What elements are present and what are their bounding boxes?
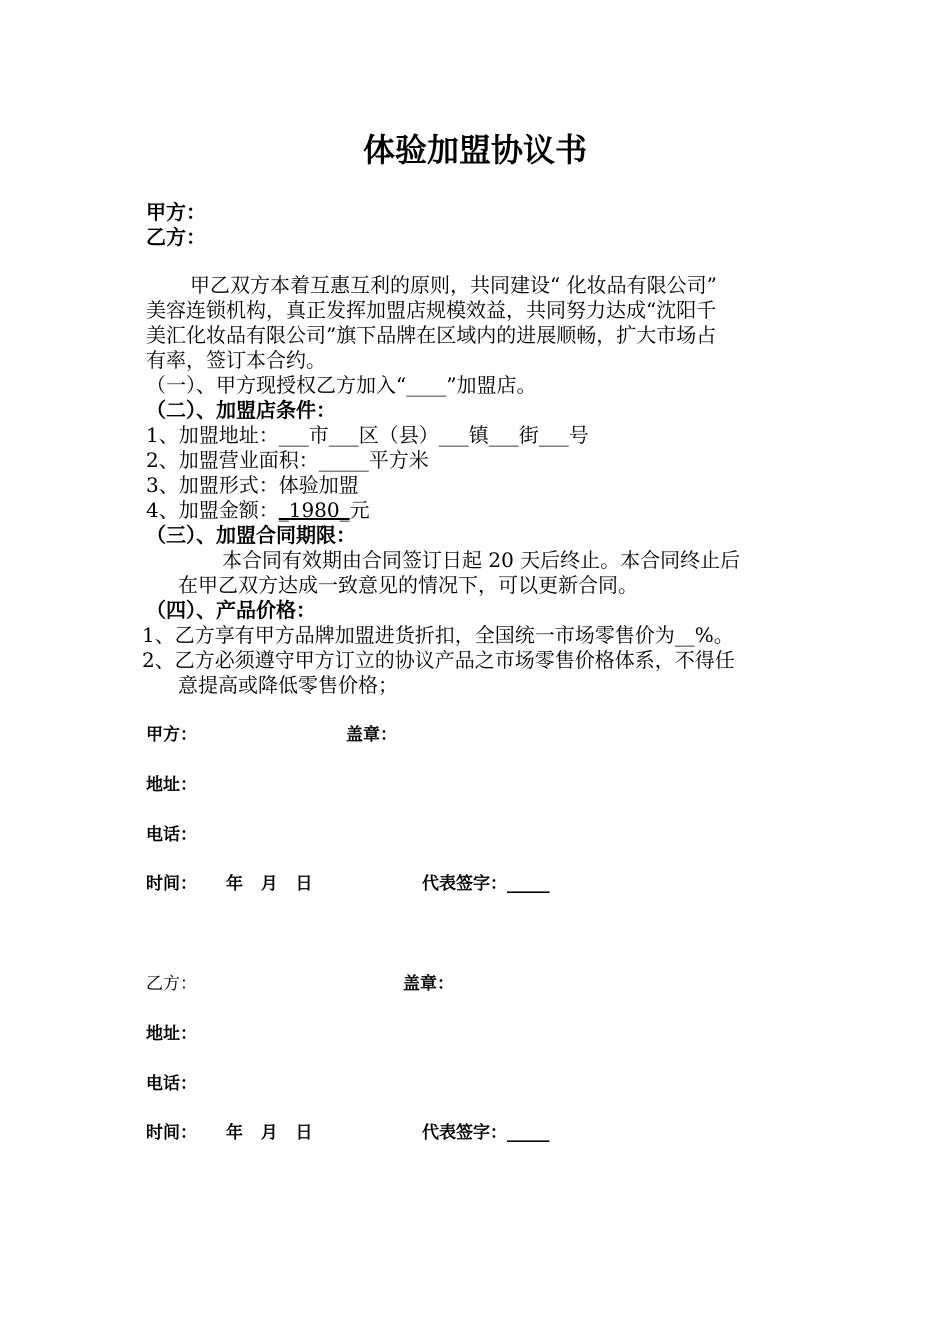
section-4-item-2-cont: 意提高或降低零售价格； bbox=[178, 673, 398, 697]
sig-b-seal: 盖章： bbox=[403, 974, 454, 994]
sig-b-time: 时间： bbox=[146, 1123, 197, 1143]
intro-line-1: 甲乙双方本着互惠互利的原则，共同建设“ 化妆品有限公司” bbox=[190, 273, 717, 297]
sig-a-date: 年 月 日 bbox=[226, 874, 313, 894]
sig-a-seal: 盖章： bbox=[346, 725, 397, 745]
section-2-item-4 bbox=[146, 498, 370, 523]
section-2-item-1: 1、加盟地址：___市___区（县）___镇___街___号 bbox=[146, 423, 589, 447]
party-a-label: 甲方： bbox=[146, 200, 206, 224]
sig-a-time: 时间： bbox=[146, 874, 197, 894]
sig-b-party: 乙方： bbox=[146, 974, 197, 994]
sig-a-phone: 电话： bbox=[146, 825, 197, 845]
sig-b-address: 地址： bbox=[146, 1024, 197, 1044]
sig-a-party: 甲方： bbox=[146, 725, 197, 745]
intro-line-3: 美汇化妆品有限公司”旗下品牌在区域内的进展顺畅，扩大市场占 bbox=[146, 323, 717, 347]
sig-b-phone: 电话： bbox=[146, 1074, 197, 1094]
sig-b-rep: 代表签字：_____ bbox=[422, 1123, 550, 1143]
section-2-item-4-prefix: 4、加盟金额： bbox=[146, 498, 279, 522]
party-b-label: 乙方： bbox=[146, 225, 206, 249]
section-2-item-3: 3、加盟形式：体验加盟 bbox=[146, 473, 359, 497]
section-4-item-2: 2、乙方必须遵守甲方订立的协议产品之市场零售价格体系，不得任 bbox=[142, 648, 735, 672]
intro-line-2: 美容连锁机构，真正发挥加盟店规模效益，共同努力达成“沈阳千 bbox=[146, 298, 717, 322]
section-4-item-1: 1、乙方享有甲方品牌加盟进货折扣，全国统一市场零售价为__%。 bbox=[142, 623, 734, 647]
sig-a-rep: 代表签字：_____ bbox=[422, 874, 550, 894]
sig-a-address: 地址： bbox=[146, 775, 197, 795]
section-3-body-1: 本合同有效期由合同签订日起 20 天后终止。本合同终止后 bbox=[222, 548, 741, 572]
section-3-heading: （三）、加盟合同期限： bbox=[146, 523, 356, 547]
section-4-heading: （四）、产品价格： bbox=[146, 598, 316, 622]
section-2-item-4-suffix: 元 bbox=[349, 498, 370, 522]
sig-b-date: 年 月 日 bbox=[226, 1123, 313, 1143]
section-3-body-2: 在甲乙双方达成一致意见的情况下，可以更新合同。 bbox=[178, 573, 638, 597]
section-2-heading: （二）、加盟店条件： bbox=[146, 398, 336, 422]
section-2-item-2: 2、加盟营业面积：_____平方米 bbox=[146, 448, 429, 472]
section-1: （一）、甲方现授权乙方加入“____”加盟店。 bbox=[146, 373, 537, 397]
intro-line-4: 有率，签订本合约。 bbox=[146, 348, 326, 372]
document-title: 体验加盟协议书 bbox=[362, 131, 587, 169]
franchise-amount: _1980_ bbox=[278, 498, 350, 522]
